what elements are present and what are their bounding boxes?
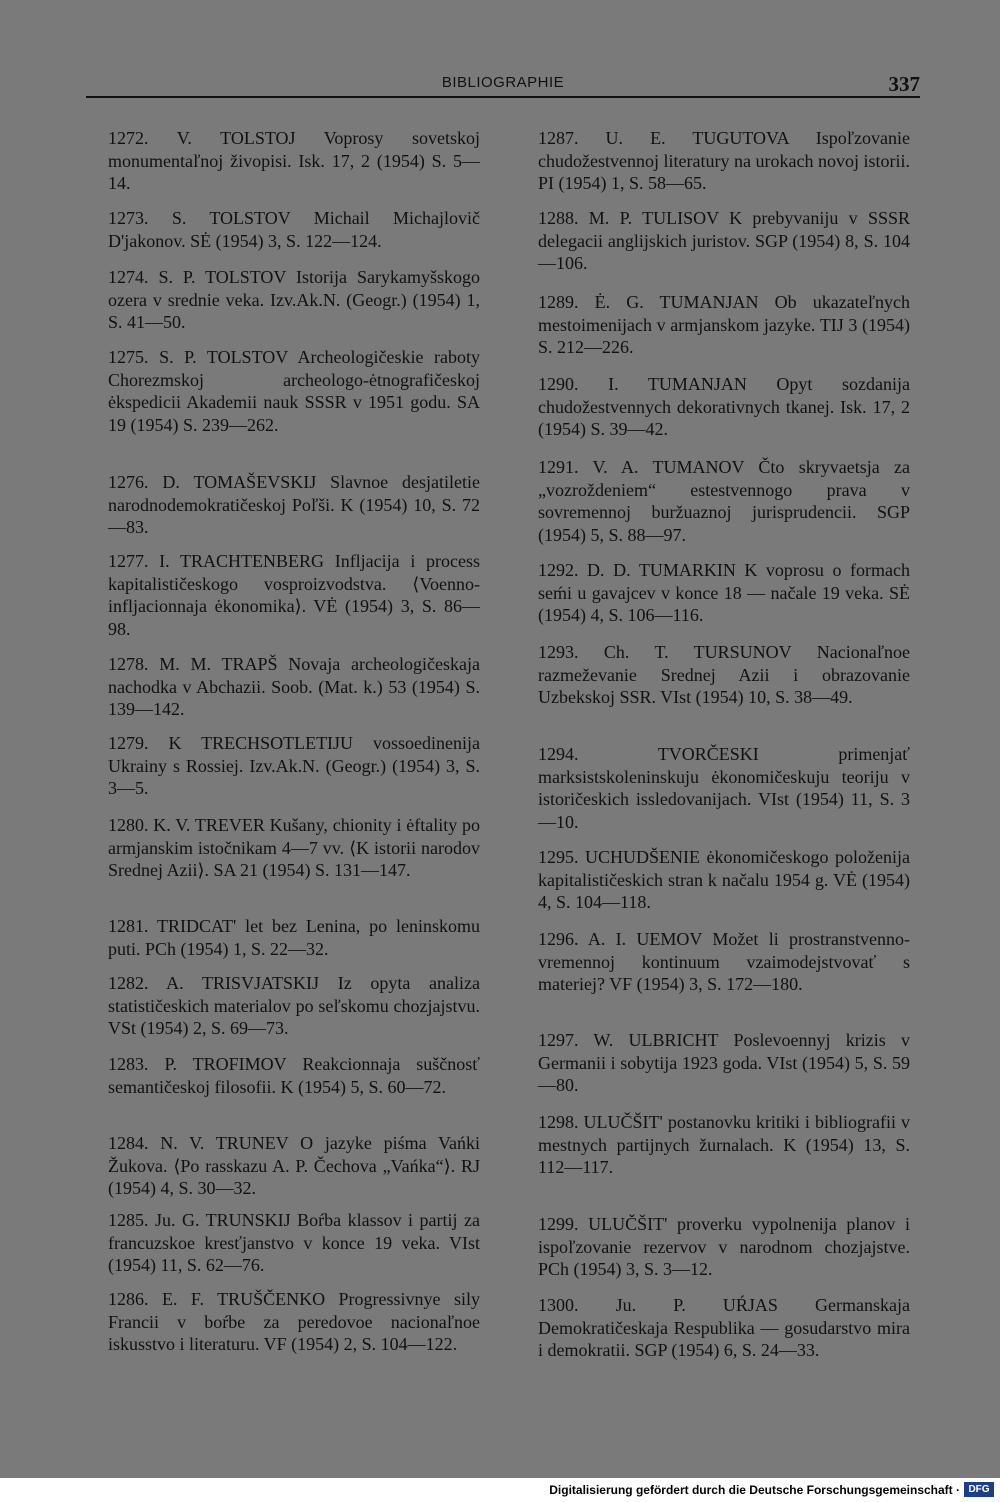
bibliography-entry: 1297. W. ULBRICHT Poslevoennyj krizis v Germanii i sobytija 1923 goda. VIst (1954) 5, S. 59—80.: [538, 1030, 910, 1096]
bibliography-entry: 1283. P. TROFIMOV Reakcionnaja suščnosť semantičeskoj filosofii. K (1954) 5, S. 60—72.: [108, 1054, 480, 1097]
bibliography-entry: 1298. ULUČŠIT' postanovku kritiki i bibliografii v mestnych partijnych žurnalach. K (1954) 13, S. 112—117.: [538, 1112, 910, 1178]
digitization-footer: [0, 1478, 1000, 1502]
funding-note: Digitalisierung gefördert durch die Deutsche Forschungsgemeinschaft ·: [549, 1483, 960, 1497]
bibliography-entry: 1274. S. P. TOLSTOV Istorija Sarykamyšskogo ozera v srednie veka. Izv.Ak.N. (Geogr.) (1954) 1, S. 41—50.: [108, 267, 480, 333]
header-rule: [86, 96, 920, 98]
bibliography-entry: 1277. I. TRACHTENBERG Infljacija i process kapitalističeskogo vosproizvodstva. ⟨Voenno-infljacionnaja ėkonomika⟩. VĖ (1954) 3, S. 86—98.: [108, 551, 480, 639]
bibliography-entry: 1290. I. TUMANJAN Opyt sozdanija chudožestvennych dekorativnych tkanej. Isk. 17, 2 (1954) S. 39—42.: [538, 374, 910, 440]
page-header: [86, 72, 920, 96]
bibliography-entry: 1280. K. V. TREVER Kušany, chionity i ėftality po armjanskim istočnikam 4—7 vv. ⟨K istorii narodov Srednej Azii⟩. SA 21 (1954) S. 131—147.: [108, 815, 480, 881]
bibliography-entry: 1276. D. TOMAŠEVSKIJ Slavnoe desjatiletie narodnodemokratičeskoj Poľši. K (1954) 10, S. 72—83.: [108, 472, 480, 538]
page-number: 337: [888, 72, 920, 96]
bibliography-entry: 1288. M. P. TULISOV K prebyvaniju v SSSR delegacii anglijskich juristov. SGP (1954) 8, S. 104—106.: [538, 208, 910, 274]
bibliography-entry: 1281. TRIDCAT' let bez Lenina, po leninskomu puti. PCh (1954) 1, S. 22—32.: [108, 916, 480, 959]
bibliography-entry: 1273. S. TOLSTOV Michail Michajlovič D'jakonov. SĖ (1954) 3, S. 122—124.: [108, 208, 480, 251]
bibliography-entry: 1282. A. TRISVJATSKIJ Iz opyta analiza statističeskich materialov po seľskomu chozjajstvu. VSt (1954) 2, S. 69—73.: [108, 973, 480, 1039]
bibliography-entry: 1287. U. E. TUGUTOVA Ispoľzovanie chudožestvennoj literatury na urokach novoj istorii. PI (1954) 1, S. 58—65.: [538, 128, 910, 194]
bibliography-entry: 1300. Ju. P. UŔJAS Germanskaja Demokratičeskaja Respublika — gosudarstvo mira i demokratii. SGP (1954) 6, S. 24—33.: [538, 1295, 910, 1361]
bibliography-entry: 1294. TVORČESKI primenjať marksistskoleninskuju ėkonomičeskuju teoriju v istoričeskich issledovanijach. VIst (1954) 11, S. 3—10.: [538, 744, 910, 832]
running-title: BIBLIOGRAPHIE: [441, 74, 565, 91]
bibliography-entry: 1285. Ju. G. TRUNSKIJ Boŕba klassov i partij za francuzskoe kresťjanstvo v konce 19 veka. VIst (1954) 11, S. 62—76.: [108, 1210, 480, 1276]
bibliography-entry: 1295. UCHUDŠENIE ėkonomičeskogo položenija kapitalističeskich stran k načalu 1954 g. VĖ (1954) 4, S. 104—118.: [538, 847, 910, 913]
bibliography-entry: 1284. N. V. TRUNEV O jazyke piśma Vańki Žukova. ⟨Po rasskazu A. P. Čechova „Vańka“⟩. RJ (1954) 4, S. 30—32.: [108, 1133, 480, 1199]
bibliography-entry: 1299. ULUČŠIT' proverku vypolnenija planov i ispoľzovanie rezervov v narodnom chozjajstve. PCh (1954) 3, S. 3—12.: [538, 1214, 910, 1280]
bibliography-entry: 1275. S. P. TOLSTOV Archeologičeskie raboty Chorezmskoj archeologo-ėtnografičeskoj ėkspedicii Akademii nauk SSSR v 1951 godu. SA 19 (1954) S. 239—262.: [108, 347, 480, 435]
bibliography-entry: 1286. E. F. TRUŠČENKO Progressivnye sily Francii v boŕbe za peredovoe nacionaľnoe iskusstvo i literaturu. VF (1954) 2, S. 104—122.: [108, 1289, 480, 1355]
dfg-logo: DFG: [964, 1482, 994, 1497]
bibliography-entry: 1289. Ė. G. TUMANJAN Ob ukazateľnych mestoimenijach v armjanskom jazyke. TIJ 3 (1954) S. 212—226.: [538, 292, 910, 358]
bibliography-entry: 1279. K TRECHSOTLETIJU vossoedinenija Ukrainy s Rossiej. Izv.Ak.N. (Geogr.) (1954) 3, S. 3—5.: [108, 733, 480, 799]
bibliography-entry: 1292. D. D. TUMARKIN K voprosu o formach seḿi u gavajcev v konce 18 — načale 19 veka. SĖ (1954) 4, S. 106—116.: [538, 560, 910, 626]
bibliography-entry: 1272. V. TOLSTOJ Voprosy sovetskoj monumentaľnoj živopisi. Isk. 17, 2 (1954) S. 5—14.: [108, 128, 480, 194]
bibliography-entry: 1278. M. M. TRAPŠ Novaja archeologičeskaja nachodka v Abchazii. Soob. (Mat. k.) 53 (1954) S. 139—142.: [108, 654, 480, 720]
bibliography-entry: 1291. V. A. TUMANOV Čto skryvaetsja za „vozroždeniem“ estestvennogo prava v sovremennoj buržuaznoj jurisprudencii. SGP (1954) 5, S. 88—97.: [538, 457, 910, 545]
bibliography-entry: 1296. A. I. UEMOV Možet li prostranstvenno-vremennoj kontinuum vzaimodejstvovať s materiej? VF (1954) 3, S. 172—180.: [538, 929, 910, 995]
bibliography-entry: 1293. Ch. T. TURSUNOV Nacionaľnoe razmeževanie Srednej Azii i obrazovanie Uzbekskoj SSR. VIst (1954) 10, S. 38—49.: [538, 642, 910, 708]
